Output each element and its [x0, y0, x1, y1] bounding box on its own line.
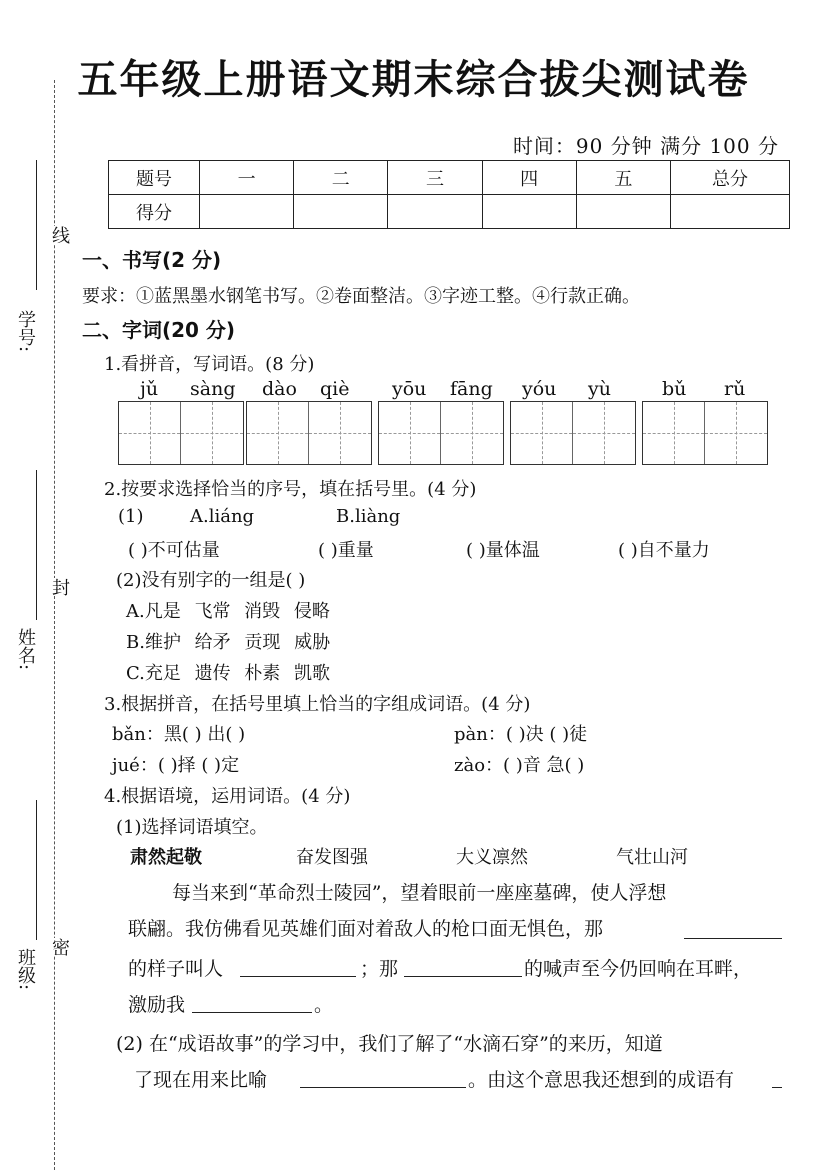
q3-row: zào：( )音 急( ): [454, 755, 585, 776]
pinyin: yōu: [392, 378, 427, 400]
class-label: 班级:: [15, 948, 36, 991]
q2-choice-c: C.充足 遗传 朴素 凯歌: [126, 663, 331, 684]
q2-title: 2.按要求选择恰当的序号，填在括号里。(4 分): [104, 479, 477, 500]
score-cell[interactable]: [576, 195, 670, 229]
header-cell: 一: [200, 161, 294, 195]
q4-part2-line: 。由这个意思我还想到的成语有: [468, 1069, 735, 1091]
writing-grid[interactable]: [378, 401, 504, 465]
pinyin: qiè: [320, 378, 350, 400]
pinyin: bǔ: [662, 378, 687, 400]
q2-item: ( )量体温: [466, 540, 540, 561]
header-cell: 三: [388, 161, 482, 195]
pinyin: sàng: [190, 378, 236, 400]
answer-blank[interactable]: [404, 976, 522, 977]
score-cell[interactable]: [388, 195, 482, 229]
student-id-line: [36, 160, 37, 290]
grid-cell[interactable]: [441, 402, 503, 464]
answer-blank[interactable]: [192, 1012, 312, 1013]
q2-item: ( )自不量力: [618, 540, 710, 561]
q3-row: pàn：( )决 ( )徒: [454, 724, 588, 745]
score-cell[interactable]: [294, 195, 388, 229]
q2-choice-b: B.维护 给矛 贡现 威胁: [126, 632, 331, 653]
paragraph-line: 每当来到“革命烈士陵园”，望着眼前一座座墓碑，使人浮想: [172, 882, 667, 904]
writing-grid[interactable]: [642, 401, 768, 465]
q2-option-a: A.liáng: [190, 506, 255, 527]
grid-cell[interactable]: [573, 402, 635, 464]
score-table-header-row: [109, 161, 790, 195]
student-id-label: 学号:: [15, 310, 36, 353]
name-line: [36, 470, 37, 620]
grid-cell[interactable]: [181, 402, 243, 464]
page-title: 五年级上册语文期末综合拔尖测试卷: [77, 57, 750, 103]
q4-part1: (1)选择词语填空。: [116, 817, 268, 838]
word-option: 奋发图强: [296, 847, 368, 868]
q1-title: 1.看拼音，写词语。(8 分): [104, 354, 315, 375]
q2-option-b: B.liàng: [336, 506, 401, 527]
writing-grid[interactable]: [118, 401, 244, 465]
paragraph-line: 的喊声至今仍回响在耳畔，: [524, 958, 753, 980]
paragraph-line: 。: [314, 994, 334, 1016]
pinyin: fāng: [450, 378, 493, 400]
q2-item: ( )不可估量: [128, 540, 220, 561]
header-cell: 二: [294, 161, 388, 195]
class-line: [36, 800, 37, 940]
word-option: 气壮山河: [616, 847, 688, 868]
answer-blank[interactable]: [772, 1087, 782, 1088]
name-label: 姓名:: [15, 628, 36, 671]
q2-choice-a: A.凡是 飞常 消毁 侵略: [126, 601, 330, 622]
q4-part2-line: (2) 在“成语故事”的学习中，我们了解了“水滴石穿”的来历，知道: [116, 1033, 663, 1055]
paragraph-line: 激励我: [128, 994, 186, 1016]
pinyin: yóu: [522, 378, 557, 400]
q4-part2-line: 了现在用来比喻: [134, 1069, 268, 1091]
header-cell: 五: [576, 161, 670, 195]
binding-mark-line: 线: [46, 226, 72, 244]
time-info: 时间：90 分钟 满分 100 分: [512, 134, 779, 158]
writing-grid[interactable]: [510, 401, 636, 465]
binding-mark-secret: 密: [46, 938, 72, 956]
grid-cell[interactable]: [309, 402, 371, 464]
section-1-heading: 一、书写(2 分): [82, 248, 222, 272]
score-table-score-row: [109, 195, 790, 229]
section-2-heading: 二、字词(20 分): [82, 318, 236, 342]
q3-row: bǎn：黑( ) 出( ): [112, 724, 246, 745]
paragraph-line: ；那: [360, 958, 399, 980]
binding-mark-seal: 封: [46, 578, 72, 596]
grid-cell[interactable]: [247, 402, 309, 464]
q2-part2: (2)没有别字的一组是( ): [116, 570, 306, 591]
paragraph-line: 联翩。我仿佛看见英雄们面对着敌人的枪口面无惧色，那: [128, 918, 604, 940]
pinyin: jǔ: [140, 378, 159, 400]
header-cell: 总分: [671, 161, 790, 195]
pinyin: dào: [262, 378, 297, 400]
q2-part1-number: (1): [118, 506, 144, 527]
writing-grid[interactable]: [246, 401, 372, 465]
q4-title: 4.根据语境，运用词语。(4 分): [104, 786, 351, 807]
answer-blank[interactable]: [300, 1087, 466, 1088]
word-option: 大义凛然: [456, 847, 528, 868]
pinyin: rǔ: [724, 378, 746, 400]
pinyin: yù: [588, 378, 611, 400]
grid-cell[interactable]: [379, 402, 441, 464]
grid-cell[interactable]: [705, 402, 767, 464]
grid-cell[interactable]: [119, 402, 181, 464]
answer-blank[interactable]: [684, 938, 782, 939]
score-cell[interactable]: [671, 195, 790, 229]
grid-cell[interactable]: [511, 402, 573, 464]
q3-title: 3.根据拼音，在括号里填上恰当的字组成词语。(4 分): [104, 694, 531, 715]
section-1-requirements: 要求：①蓝黑墨水钢笔书写。②卷面整洁。③字迹工整。④行款正确。: [82, 286, 640, 307]
q2-item: ( )重量: [318, 540, 374, 561]
grid-cell[interactable]: [643, 402, 705, 464]
header-cell: 题号: [109, 161, 200, 195]
score-cell[interactable]: [482, 195, 576, 229]
score-cell[interactable]: [200, 195, 294, 229]
paragraph-line: 的样子叫人: [128, 958, 224, 980]
header-cell: 四: [482, 161, 576, 195]
q3-row: jué：( )择 ( )定: [112, 755, 240, 776]
score-row-label: 得分: [109, 195, 200, 229]
answer-blank[interactable]: [240, 976, 356, 977]
score-table: [108, 160, 790, 229]
word-option: 肃然起敬: [130, 847, 202, 868]
